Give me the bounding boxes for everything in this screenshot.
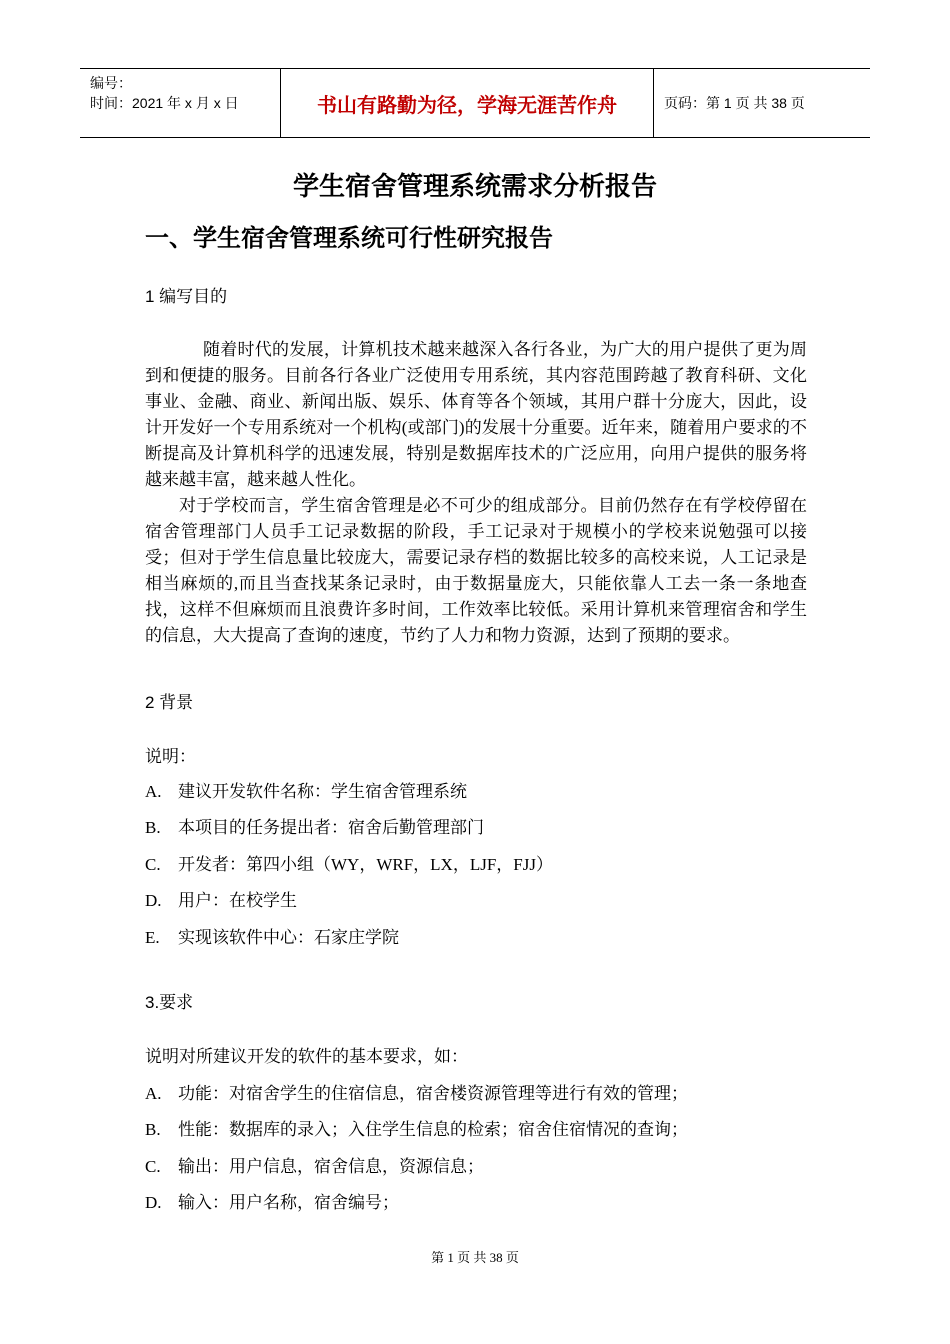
list-marker: C. <box>145 855 161 874</box>
sub1-paragraph-1: 随着时代的发展，计算机技术越来越深入各行各业，为广大的用户提供了更为周到和便捷的服务。目前各行各业广泛使用专用系统，其内容范围跨越了教育科研、文化事业、金融、商业、新闻出版、娱乐、体育等各个领域，其用户群十分庞大，因此，设计开发好一个专用系统对一个机构(或部门)的发展十分重要。近年来，随着用户要求的不断提高及计算机科学的迅速发展，特别是数据库技术的广泛应用，向用户提供的服务将越来越丰富，越来越人性化。 <box>145 340 807 489</box>
list-item <box>145 1118 688 1142</box>
list-text: 开发者：第四小组（WY，WRF，LX，LJF，FJJ） <box>178 855 553 874</box>
header-motto: 书山有路勤为径，学海无涯苦作舟 <box>281 69 654 137</box>
list-item <box>145 889 297 913</box>
list-text: 本项目的任务提出者：宿舍后勤管理部门 <box>178 818 484 837</box>
list-item <box>145 780 467 804</box>
sub3-intro: 说明对所建议开发的软件的基本要求，如： <box>145 1047 468 1066</box>
section1-heading: 一、学生宿舍管理系统可行性研究报告 <box>145 225 553 252</box>
sub1-body <box>145 337 807 649</box>
list-marker: D. <box>145 1193 162 1212</box>
list-text: 实现该软件中心：石家庄学院 <box>178 928 399 947</box>
document-header <box>80 68 870 138</box>
list-item <box>145 816 484 840</box>
list-item <box>145 1082 688 1106</box>
sub1-paragraph-2: 对于学校而言，学生宿舍管理是必不可少的组成部分。目前仍然存在有学校停留在宿舍管理部门人员手工记录数据的阶段，手工记录对于规模小的学校来说勉强可以接受；但对于学生信息量比较庞大，需要记录存档的数据比较多的高校来说，人工记录是相当麻烦的,而且当查找某条记录时，由于数据量庞大，只能依靠人工去一条一条地查找，这样不但麻烦而且浪费许多时间，工作效率比较低。采用计算机来管理宿舍和学生的信息，大大提高了查询的速度，节约了人力和物力资源，达到了预期的要求。 <box>145 496 807 645</box>
list-marker: D. <box>145 891 162 910</box>
header-page-label: 页码：第 1 页 共 38 页 <box>664 95 805 111</box>
list-marker: A. <box>145 782 162 801</box>
header-info-cell <box>80 69 281 137</box>
list-text: 用户：在校学生 <box>178 891 297 910</box>
list-text: 输入：用户名称，宿舍编号； <box>178 1193 399 1212</box>
list-text: 功能：对宿舍学生的住宿信息，宿舍楼资源管理等进行有效的管理； <box>178 1084 688 1103</box>
list-text: 性能：数据库的录入；入住学生信息的检索；宿舍住宿情况的查询； <box>178 1120 688 1139</box>
list-item <box>145 853 553 877</box>
list-item <box>145 926 399 950</box>
time-label: 时间：2021 年 x 月 x 日 <box>90 95 239 111</box>
list-marker: B. <box>145 1120 161 1139</box>
list-marker: B. <box>145 818 161 837</box>
sub2-heading: 2 背景 <box>145 693 194 712</box>
list-marker: C. <box>145 1157 161 1176</box>
list-item <box>145 1191 399 1215</box>
page-footer: 第 1 页 共 38 页 <box>431 1250 519 1265</box>
document-title: 学生宿舍管理系统需求分析报告 <box>292 171 657 201</box>
list-item <box>145 1155 484 1179</box>
list-text: 建议开发软件名称：学生宿舍管理系统 <box>178 782 467 801</box>
number-label: 编号： <box>90 75 132 91</box>
list-marker: A. <box>145 1084 162 1103</box>
list-text: 输出：用户信息，宿舍信息，资源信息； <box>178 1157 484 1176</box>
sub2-intro: 说明： <box>145 747 196 766</box>
list-marker: E. <box>145 928 160 947</box>
sub3-heading: 3.要求 <box>145 993 194 1012</box>
sub1-heading: 1 编写目的 <box>145 287 228 306</box>
